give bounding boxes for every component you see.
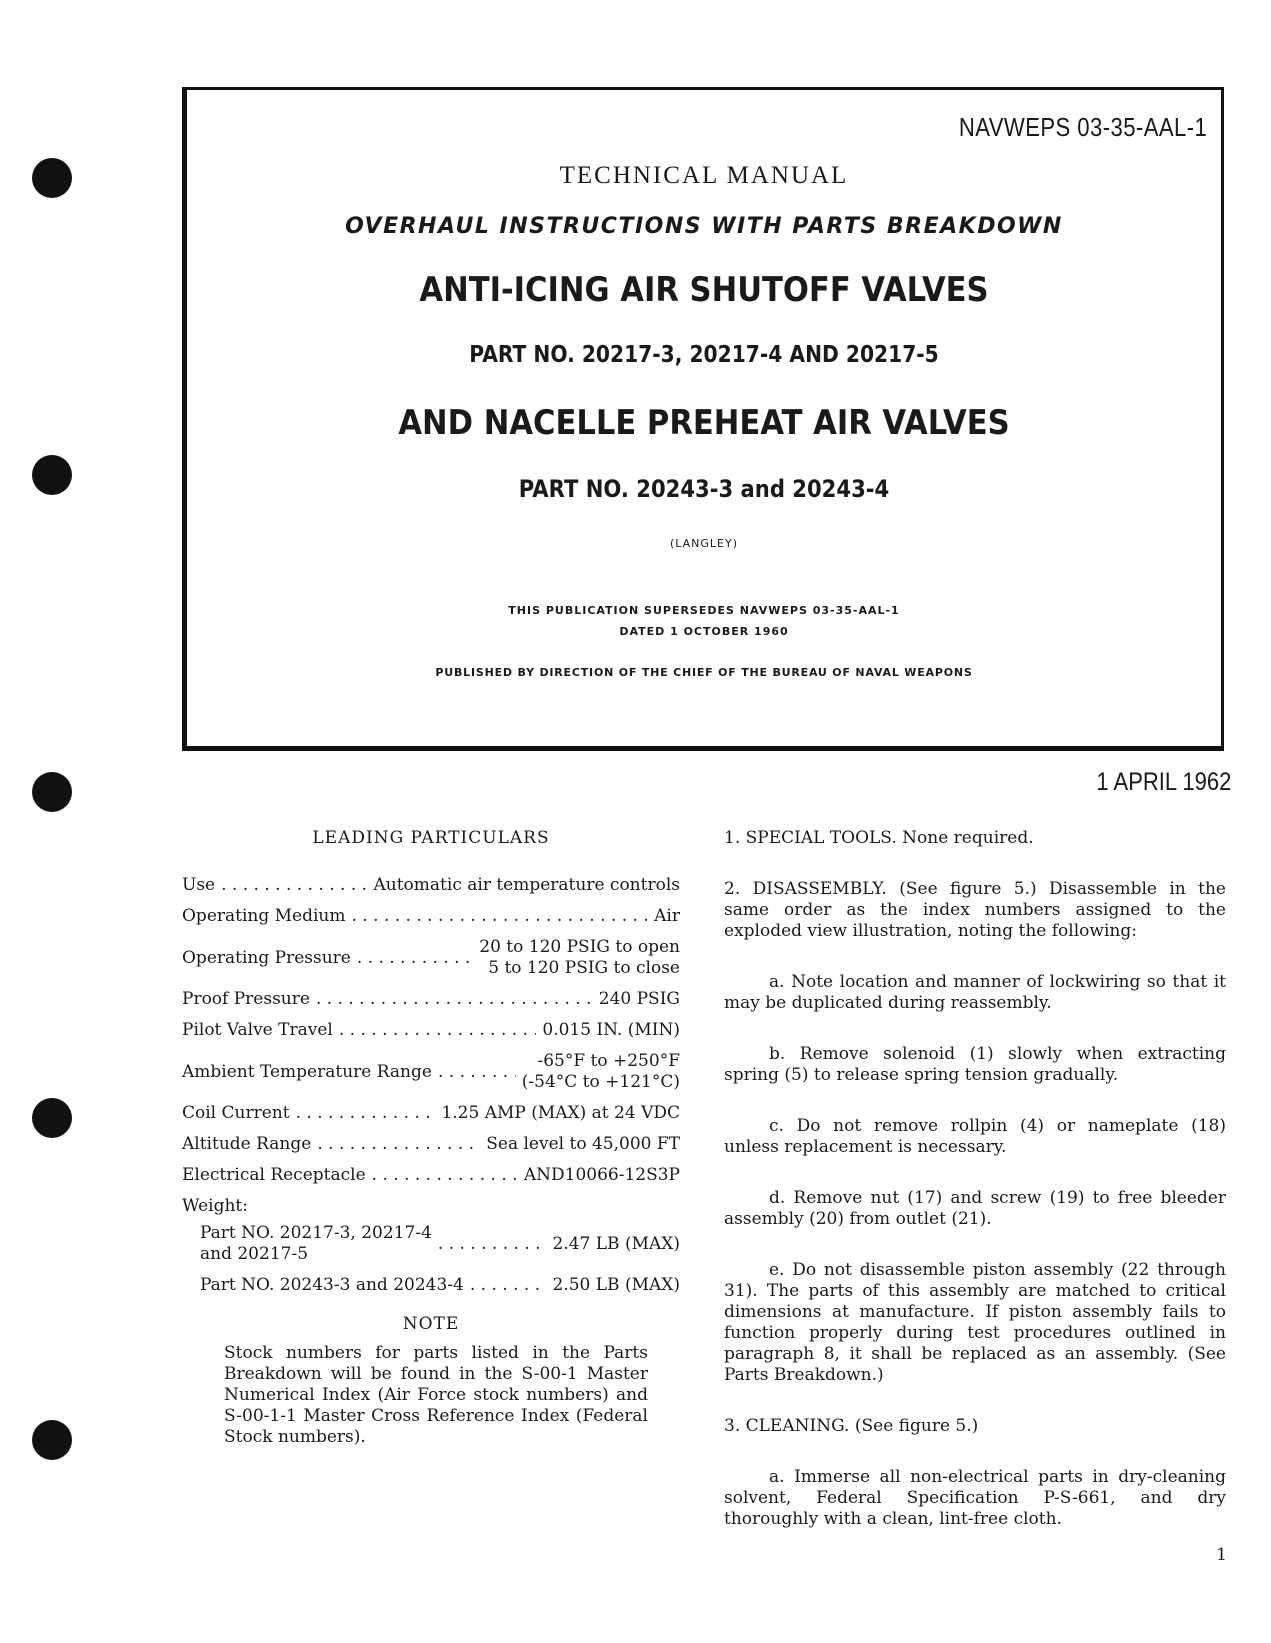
disassembly-step-b: b. Remove solenoid (1) slowly when extracting spring (5) to release spring tension gradually.: [724, 1044, 1226, 1085]
title-primary: ANTI-ICING AIR SHUTOFF VALVES: [419, 270, 989, 310]
disassembly-step-c: c. Do not remove rollpin (4) or nameplate (18) unless replacement is necessary.: [724, 1116, 1226, 1157]
leading-particulars: [182, 828, 680, 1448]
particulars-heading: LEADING PARTICULARS: [312, 828, 550, 848]
part-numbers-primary: PART NO. 20217-3, 20217-4 AND 20217-5: [469, 342, 939, 368]
binder-hole: [32, 158, 72, 198]
disassembly-step-a: a. Note location and manner of lockwiring so that it may be duplicated during reassembly.: [724, 972, 1226, 1013]
supersedes-date: DATED 1 OCTOBER 1960: [619, 625, 789, 638]
binder-hole: [32, 455, 72, 495]
supersedes-notice: THIS PUBLICATION SUPERSEDES NAVWEPS 03-35-AAL-1: [508, 604, 900, 617]
particular-row: Use . . . Automatic air temperature controls: [182, 875, 680, 896]
section-cleaning: 3. CLEANING. (See figure 5.): [724, 1416, 979, 1436]
binder-hole: [32, 1098, 72, 1138]
binder-hole: [32, 772, 72, 812]
title-secondary: AND NACELLE PREHEAT AIR VALVES: [398, 403, 1010, 443]
section-disassembly: 2. DISASSEMBLY. (See figure 5.) Disassemble in the same order as the index numbers assigned to the exploded view illustration, noting the following:: [724, 879, 1226, 941]
particular-row: Coil Current . . . 1.25 AMP (MAX) at 24 VDC: [182, 1103, 680, 1124]
manual-subtitle: OVERHAUL INSTRUCTIONS WITH PARTS BREAKDOWN: [345, 214, 1063, 239]
particular-row: Proof Pressure . . . 240 PSIG: [182, 989, 680, 1010]
disassembly-step-d: d. Remove nut (17) and screw (19) to free bleeder assembly (20) from outlet (21).: [724, 1188, 1226, 1229]
authority-notice: PUBLISHED BY DIRECTION OF THE CHIEF OF THE BUREAU OF NAVAL WEAPONS: [435, 666, 973, 679]
particular-row: Altitude Range . . . Sea level to 45,000 FT: [182, 1134, 680, 1155]
note-heading: NOTE: [402, 1314, 460, 1334]
note-text: Stock numbers for parts listed in the Parts Breakdown will be found in the S-00-1 Master Numerical Index (Air Force stock numbers) and S-00-1-1 Master Cross Reference Index (Federal Stock numbers).: [224, 1343, 648, 1447]
disassembly-step-e: e. Do not disassemble piston assembly (22 through 31). The parts of this assembly are matched to critical dimensions at manufacture. If piston assembly fails to function properly during test procedures outlined in paragraph 8, it shall be replaced as an assembly. (See Parts Breakdown.): [724, 1260, 1226, 1385]
particular-row: Pilot Valve Travel . . . 0.015 IN. (MIN): [182, 1020, 680, 1041]
publication-date: 1 APRIL 1962: [1096, 768, 1231, 796]
part-numbers-secondary: PART NO. 20243-3 and 20243-4: [518, 475, 890, 503]
manufacturer: (LANGLEY): [669, 537, 739, 550]
binder-hole: [32, 1420, 72, 1460]
weight-row: Part NO. 20243-3 and 20243-4 . . . 2.50 LB (MAX): [182, 1275, 680, 1296]
weight-label: Weight:: [182, 1196, 248, 1216]
particular-row: Ambient Temperature Range . . . -65°F to +250°F (-54°C to +121°C): [182, 1051, 680, 1093]
page-number: 1: [1216, 1545, 1227, 1565]
cleaning-step-a: a. Immerse all non-electrical parts in dry-cleaning solvent, Federal Specification P-S-661, and dry thoroughly with a clean, lint-free cloth.: [724, 1467, 1226, 1529]
manual-type: TECHNICAL MANUAL: [559, 162, 849, 189]
section-special-tools: 1. SPECIAL TOOLS. None required.: [724, 828, 1034, 848]
instructions-column: [724, 828, 1226, 1550]
weight-row: Part NO. 20217-3, 20217-4 and 20217-5 . . . 2.47 LB (MAX): [182, 1223, 680, 1265]
particular-row: Operating Medium . . . Air: [182, 906, 680, 927]
title-box: [182, 87, 1224, 751]
particular-row: Electrical Receptacle . . . AND10066-12S3P: [182, 1165, 680, 1186]
doc-number: NAVWEPS 03-35-AAL-1: [958, 112, 1207, 142]
particular-row: Operating Pressure . . . 20 to 120 PSIG to open 5 to 120 PSIG to close: [182, 937, 680, 979]
